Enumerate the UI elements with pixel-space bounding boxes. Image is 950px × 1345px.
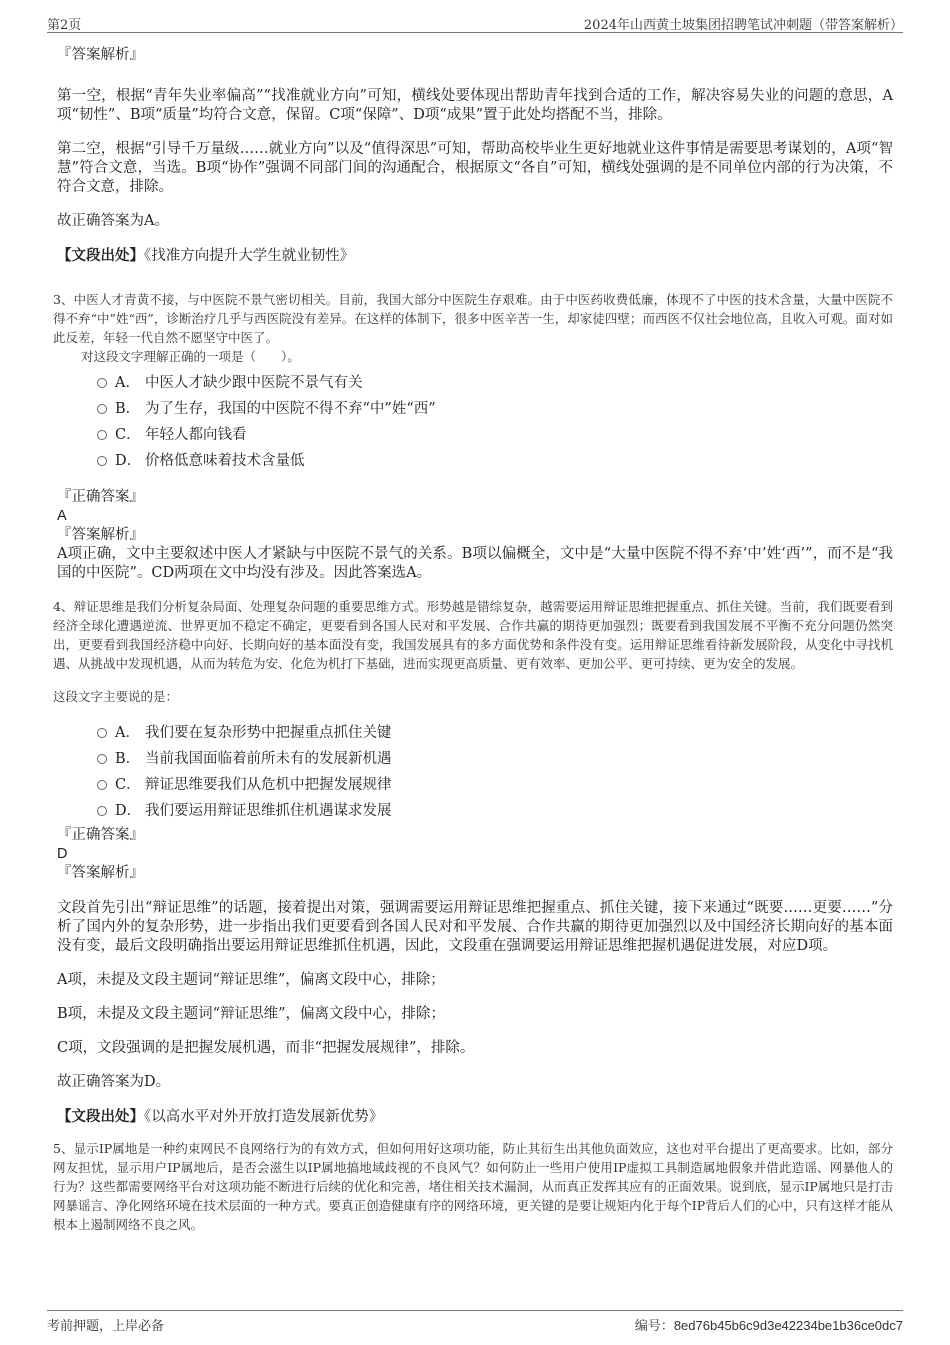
radio-icon[interactable] (97, 456, 107, 466)
q3-answer-label: 『正确答案』 (57, 489, 144, 505)
radio-icon[interactable] (97, 378, 107, 388)
q2-source-title: 《找准方向提升大学生就业韧性》 (144, 248, 355, 264)
radio-icon[interactable] (97, 754, 107, 764)
q3-options (57, 370, 893, 474)
page-footer (47, 1310, 903, 1334)
q2-conclusion: 故正确答案为A。 (57, 213, 169, 229)
q4-source (57, 1107, 893, 1127)
option-text: 价格低意味着技术含量低 (145, 453, 305, 469)
option-text: 辩证思维要我们从危机中把握发展规律 (145, 777, 392, 793)
q4-source-title: 《以高水平对外开放打造发展新优势》 (144, 1109, 384, 1125)
q4-question: 这段文字主要说的是： (53, 689, 179, 704)
footer-code-value: 8ed76b45b6c9d3e42234be1b36ce0dc7 (673, 1318, 903, 1333)
radio-icon[interactable] (97, 404, 107, 414)
q4-option-c[interactable] (57, 772, 893, 798)
radio-icon[interactable] (97, 806, 107, 816)
option-letter: D． (115, 803, 142, 819)
q4-options (57, 720, 893, 824)
page-number: 第2页 (47, 18, 82, 33)
q4-analysis-c: C项，文段强调的是把握发展机遇，而非“把握发展规律”，排除。 (57, 1040, 475, 1056)
q3-answer: A (57, 508, 67, 524)
footer-code (635, 1315, 903, 1334)
q3-option-a[interactable] (57, 370, 893, 396)
q4-source-label: 【文段出处】 (57, 1108, 144, 1125)
page-content (53, 40, 893, 1234)
q4-analysis-a: A项，未提及文段主题词“辩证思维”，偏离文段中心，排除； (57, 972, 445, 988)
q3-question: 对这段文字理解正确的一项是（ ）。 (81, 349, 300, 364)
radio-icon[interactable] (97, 728, 107, 738)
q4-answer-label: 『正确答案』 (57, 827, 144, 843)
footer-slogan: 考前押题，上岸必备 (47, 1319, 165, 1334)
q4-analysis-label: 『答案解析』 (57, 865, 144, 881)
q4-analysis-p1: 文段首先引出“辩证思维”的话题，接着提出对策，强调需要运用辩证思维把握重点、抓住关键，接下来通过“既要……更要……”分析了国内外的复杂形势，进一步指出我们更要看到各国人民对和平发展、合作共赢的期待更加强烈以及中国经济长期向好的基本面没有变，最后文段明确指出要运用辩证思维抓住机遇，因此，文段重在强调要运用辩证思维把握机遇促进发展，对应D项。 (57, 900, 893, 954)
q3-analysis-label: 『答案解析』 (57, 527, 144, 543)
q3-option-d[interactable] (57, 448, 893, 474)
radio-icon[interactable] (97, 430, 107, 440)
option-text: 我们要运用辩证思维抓住机遇谋求发展 (145, 803, 392, 819)
q3-option-b[interactable] (57, 396, 893, 422)
q2-analysis-label: 『答案解析』 (57, 47, 144, 63)
q4-analysis-b: B项，未提及文段主题词“辩证思维”，偏离文段中心，排除； (57, 1006, 445, 1022)
option-letter: B． (115, 751, 141, 767)
q4-stem: 4、辩证思维是我们分析复杂局面、处理复杂问题的重要思维方式。形势越是错综复杂，越需要运用辩证思维把握重点、抓住关键。当前，我们既要看到经济全球化遭遇逆流、世界更加不稳定不确定，更要看到各国人民对和平发展、合作共赢的期待更加强烈；既要看到我国发展不平衡不充分问题仍然突出，更要看到我国经济稳中向好、长期向好的基本面没有变，我国发展具有的多方面优势和条件没有变。运用辩证思维看待新发展阶段，从变化中寻找机遇、从挑战中发现机遇，从而为转危为安、化危为机打下基础，进而实现更高质量、更有效率、更加公平、更可持续、更为安全的发展。 (53, 599, 893, 671)
option-text: 年轻人都向钱看 (145, 427, 247, 443)
page-header (47, 12, 903, 33)
option-letter: C． (115, 777, 141, 793)
option-letter: A． (115, 375, 140, 391)
q2-source (57, 246, 893, 266)
q4-option-b[interactable] (57, 746, 893, 772)
option-text: 当前我国面临着前所未有的发展新机遇 (145, 751, 392, 767)
q3-option-c[interactable] (57, 422, 893, 448)
q2-analysis-p2: 第二空，根据“引导千万量级……就业方向”以及“值得深思”可知，帮助高校毕业生更好地就业这件事情是需要思考谋划的，A项“智慧”符合文意，当选。B项“协作”强调不同部门间的沟通配合，根据原文“各自”可知，横线处强调的是不同单位内部的行为决策，不符合文意，排除。 (57, 141, 893, 195)
document-title: 2024年山西黄土坡集团招聘笔试冲刺题（带答案解析） (583, 18, 903, 33)
q4-answer: D (57, 846, 68, 862)
option-letter: B． (115, 401, 141, 417)
q4-option-d[interactable] (57, 798, 893, 824)
q4-conclusion: 故正确答案为D。 (57, 1074, 171, 1090)
q4-option-a[interactable] (57, 720, 893, 746)
q2-source-label: 【文段出处】 (57, 247, 144, 264)
option-letter: C． (115, 427, 141, 443)
footer-code-label: 编号： (634, 1319, 674, 1334)
option-letter: A． (115, 725, 140, 741)
option-text: 为了生存，我国的中医院不得不弃“中”姓“西” (145, 401, 436, 417)
option-text: 我们要在复杂形势中把握重点抓住关键 (145, 725, 392, 741)
q2-analysis-p1: 第一空，根据“青年失业率偏高”“找准就业方向”可知，横线处要体现出帮助青年找到合适的工作，解决容易失业的问题的意思，A项“韧性”、B项“质量”均符合文意，保留。C项“保障”、D项“成果”置于此处均搭配不当，排除。 (57, 88, 893, 123)
option-letter: D． (115, 453, 142, 469)
radio-icon[interactable] (97, 780, 107, 790)
q5-stem: 5、显示IP属地是一种约束网民不良网络行为的有效方式，但如何用好这项功能，防止其衍生出其他负面效应，这也对平台提出了更高要求。比如，部分网友担忧，显示用户IP属地后，是否会滋生以IP属地搞地域歧视的不良风气？如何防止一些用户使用IP虚拟工具制造属地假象并借此造谣、网暴他人的行为？这些都需要网络平台对这项功能不断进行后续的优化和完善，堵住相关技术漏洞，从而真正发挥其应有的正面效果。说到底，显示IP属地只是打击网暴谣言、净化网络环境在技术层面的一种方式。要真正创造健康有序的网络环境，更关键的是要让规矩内化于每个IP背后人们的心中，只有这样才能从根本上遏制网络不良之风。 (53, 1141, 893, 1232)
q3-analysis: A项正确，文中主要叙述中医人才紧缺与中医院不景气的关系。B项以偏概全，文中是“大量中医院不得不弃‘中’姓‘西’”，而不是“我国的中医院”。CD两项在文中均没有涉及。因此答案选A。 (57, 546, 893, 581)
q3-stem: 3、中医人才青黄不接，与中医院不景气密切相关。目前，我国大部分中医院生存艰难。由于中医药收费低廉，体现不了中医的技术含量，大量中医院不得不弃“中”姓“西”，诊断治疗几乎与西医院没有差异。在这样的体制下，很多中医辛苦一生，却家徒四壁；而西医不仅社会地位高，且收入可观。面对如此反差，年轻一代自然不愿坚守中医了。 (53, 292, 893, 345)
option-text: 中医人才缺少跟中医院不景气有关 (145, 375, 363, 391)
